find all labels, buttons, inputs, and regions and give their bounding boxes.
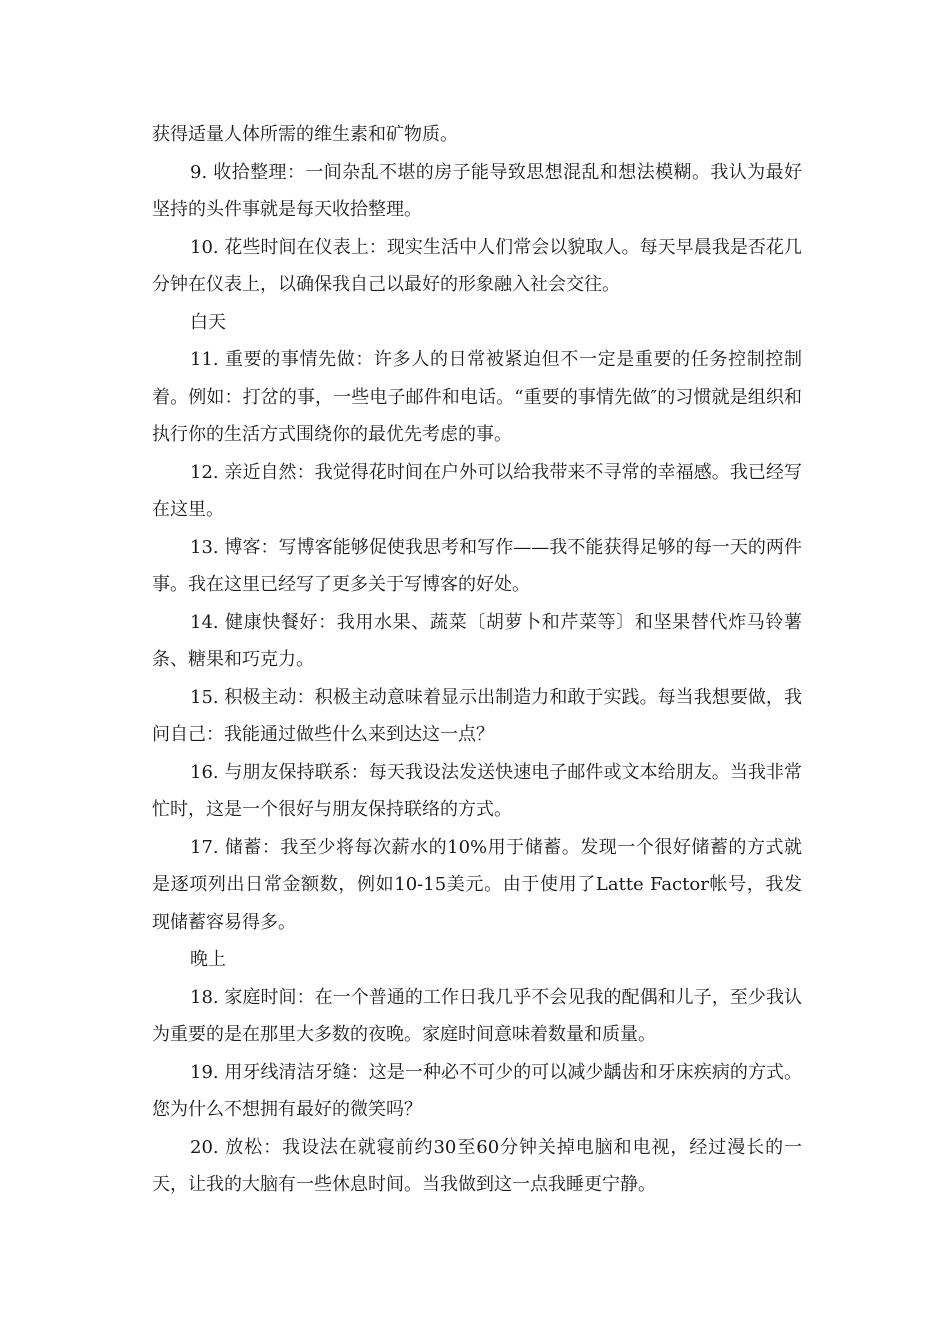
paragraph-item-17: 17. 储蓄：我至少将每次薪水的10%用于储蓄。发现一个很好储蓄的方式就是逐项列出日常金额数，例如10-15美元。由于使用了Latte Factor帐号，我发现储蓄容易得多。: [152, 836, 802, 933]
section-heading-daytime: 白天: [190, 311, 226, 333]
paragraph-item-14: 14. 健康快餐好：我用水果、蔬菜〔胡萝卜和芹菜等〕和坚果替代炸马铃薯条、糖果和巧克力。: [152, 611, 802, 670]
paragraph-item-15: 15. 积极主动：积极主动意味着显示出制造力和敢于实践。每当我想要做，我问自己：我能通过做些什么来到达这一点？: [152, 686, 802, 745]
paragraph-item-13: 13. 博客：写博客能够促使我思考和写作——我不能获得足够的每一天的两件事。我在这里已经写了更多关于写博客的好处。: [152, 536, 802, 595]
paragraph-item-12: 12. 亲近自然：我觉得花时间在户外可以给我带来不寻常的幸福感。我已经写在这里。: [152, 461, 802, 520]
paragraph-item-16: 16. 与朋友保持联系：每天我设法发送快速电子邮件或文本给朋友。当我非常忙时，这是一个很好与朋友保持联络的方式。: [152, 761, 802, 820]
paragraph-continuation: 获得适量人体所需的维生素和矿物质。: [152, 124, 458, 145]
paragraph-item-18: 18. 家庭时间：在一个普通的工作日我几乎不会见我的配偶和儿子，至少我认为重要的是在那里大多数的夜晚。家庭时间意味着数量和质量。: [152, 986, 802, 1045]
paragraph-item-19: 19. 用牙线清洁牙缝：这是一种必不可少的可以减少龋齿和牙床疾病的方式。您为什么不想拥有最好的微笑吗？: [152, 1061, 802, 1120]
paragraph-item-11: 11. 重要的事情先做：许多人的日常被紧迫但不一定是重要的任务控制控制着。例如：打岔的事，一些电子邮件和电话。“重要的事情先做″的习惯就是组织和执行你的生活方式围绕你的最优先考虑的事。: [152, 349, 802, 445]
paragraph-item-10: 10. 花些时间在仪表上：现实生活中人们常会以貌取人。每天早晨我是否花几分钟在仪表上，以确保我自己以最好的形象融入社会交往。: [152, 236, 802, 295]
paragraph-item-9: 9. 收拾整理：一间杂乱不堪的房子能导致思想混乱和想法模糊。我认为最好坚持的头件事就是每天收拾整理。: [152, 161, 802, 220]
document-body: [152, 116, 802, 1204]
section-heading-evening: 晚上: [190, 949, 226, 970]
paragraph-item-20: 20. 放松：我设法在就寝前约30至60分钟关掉电脑和电视，经过漫长的一天，让我的大脑有一些休息时间。当我做到这一点我睡更宁静。: [152, 1136, 802, 1195]
